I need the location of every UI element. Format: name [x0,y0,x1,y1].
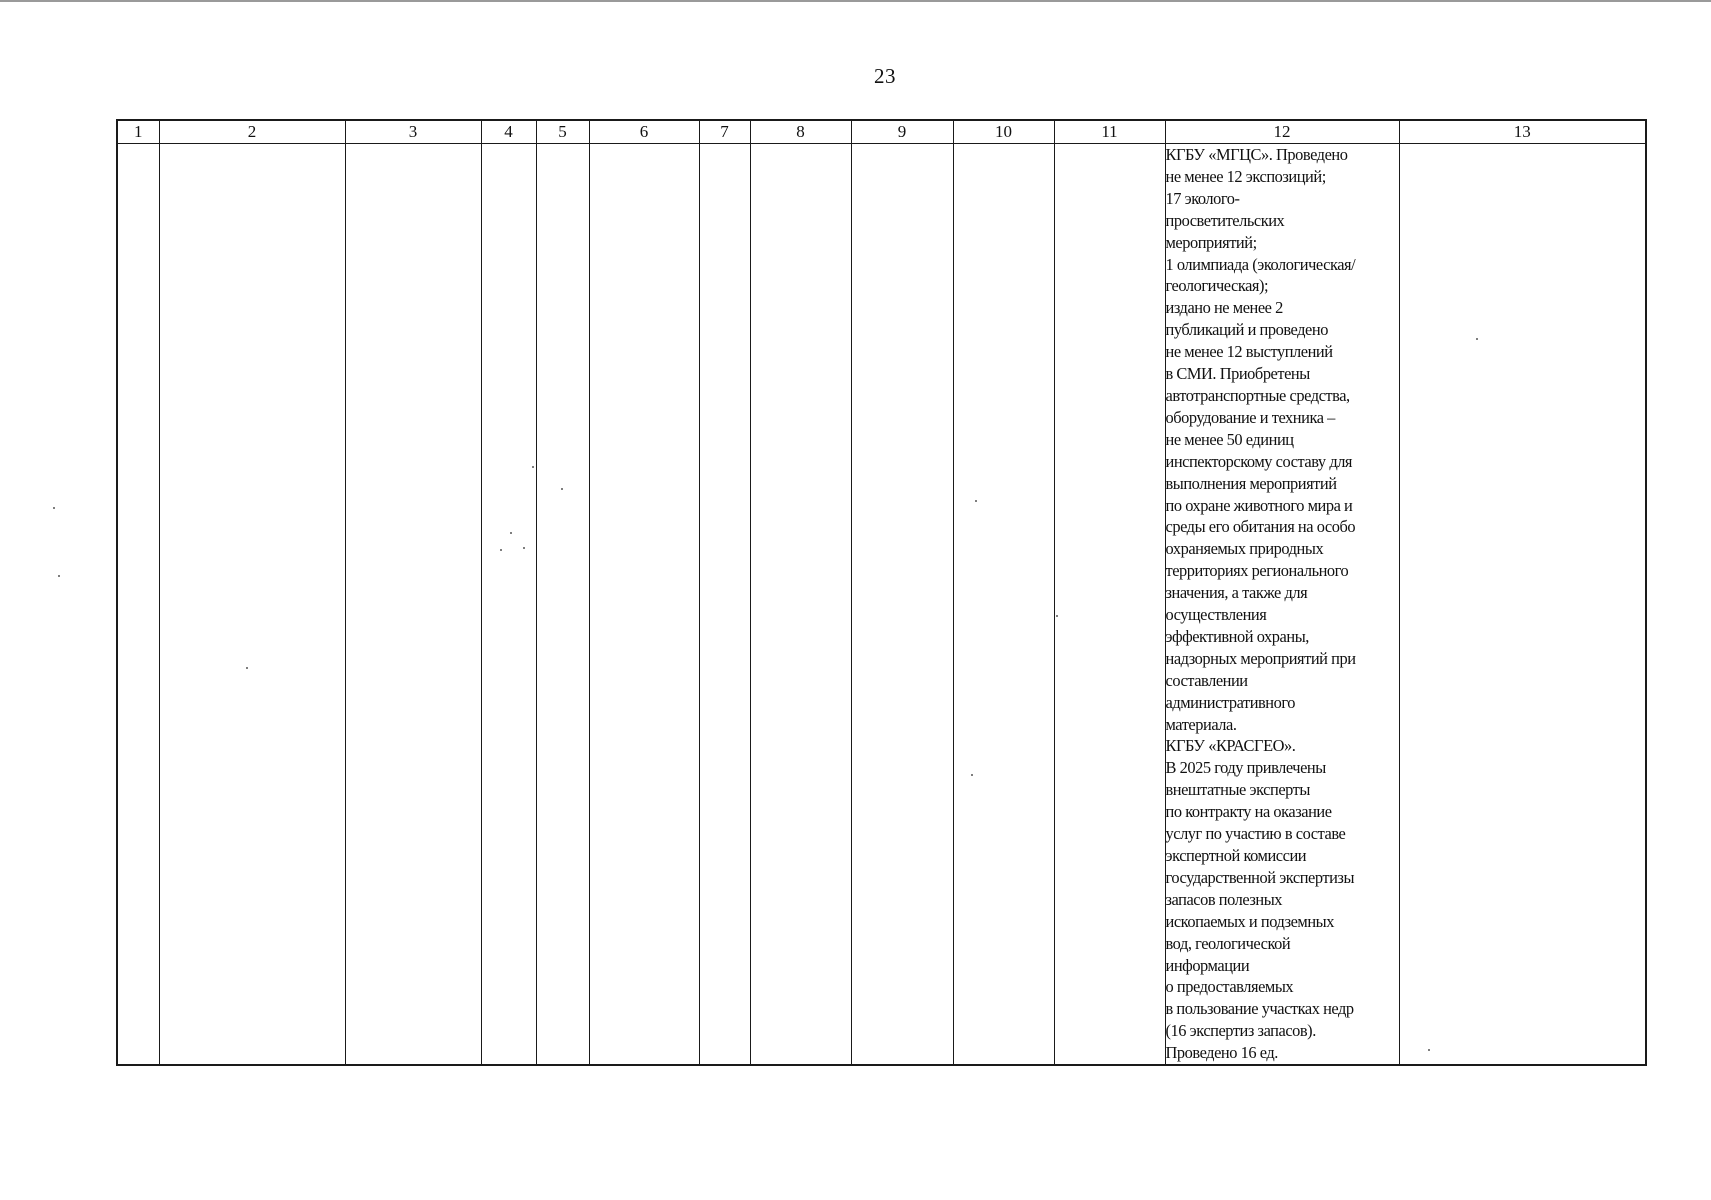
text-line: инспекторскому составу для [1165,451,1353,471]
text-line: в СМИ. Приобретены [1165,364,1310,384]
text-line: автотранспортные средства, [1165,385,1350,405]
text-line: издано не менее 2 [1165,298,1283,318]
text-line: по охране животного мира и [1165,495,1353,515]
text-line: вод, геологической [1165,933,1291,953]
column-header-4: 4 [481,120,536,144]
column-header-7: 7 [699,120,750,144]
text-line: информации [1165,955,1250,975]
text-line: надзорных мероприятий при [1165,648,1356,668]
scan-speck [971,774,973,776]
column-header-12: 12 [1165,120,1399,144]
text-line: Проведено 16 ед. [1165,1043,1278,1063]
text-line: мероприятий; [1165,232,1257,252]
text-line: государственной экспертизы [1165,867,1355,887]
cell-col-2 [159,144,345,1066]
text-line: (16 экспертиз запасов). [1165,1021,1316,1041]
text-line: услуг по участию в составе [1165,824,1346,844]
page-number: 23 [874,64,896,88]
text-line: 1 олимпиада (экологическая/ [1165,254,1356,274]
text-line: в пользование участках недр [1165,999,1354,1019]
text-line: административного [1165,692,1295,712]
scan-top-edge [0,0,1711,2]
text-line: не менее 12 экспозиций; [1165,166,1326,186]
column-header-9: 9 [851,120,953,144]
scan-speck [246,667,248,669]
cell-col-13 [1399,144,1646,1066]
text-line: запасов полезных [1165,889,1283,909]
column-header-8: 8 [750,120,851,144]
text-line: осуществления [1165,605,1267,625]
text-line: охраняемых природных [1165,539,1324,559]
text-line: ископаемых и подземных [1165,911,1334,931]
scan-speck [523,547,525,549]
text-line: среды его обитания на особо [1165,517,1356,537]
text-line: значения, а также для [1165,583,1308,603]
text-line: В 2025 году привлечены [1165,758,1326,778]
column-header-5: 5 [536,120,589,144]
text-line: не менее 50 единиц [1165,429,1294,449]
column-header-3: 3 [345,120,481,144]
text-line: о предоставляемых [1165,977,1294,997]
scan-speck [1056,615,1058,617]
column-number-row [117,120,1646,144]
text-line: публикаций и проведено [1165,320,1328,340]
table-row [117,144,1646,1066]
column-header-13: 13 [1399,120,1646,144]
text-line: территориях регионального [1165,561,1349,581]
scan-speck [510,532,512,534]
text-line: КГБУ «КРАСГЕО». [1165,736,1296,756]
cell-col-3 [345,144,481,1066]
scan-speck [58,575,60,577]
text-line: экспертной комиссии [1165,846,1307,865]
scan-speck [1428,1049,1430,1051]
text-line: КГБУ «МГЦС». Проведено [1165,145,1348,164]
cell-col-10 [953,144,1054,1066]
text-line: материала. [1165,714,1237,734]
cell-col-5 [536,144,589,1066]
scan-speck [561,488,563,490]
cell-col-1 [117,144,159,1066]
scan-speck [975,500,977,502]
cell-col-4 [481,144,536,1066]
scan-speck [532,466,534,468]
text-line: просветительских [1165,210,1285,230]
text-line: выполнения мероприятий [1165,473,1337,493]
cell-col-8 [750,144,851,1066]
text-line: внештатные эксперты [1165,780,1310,800]
text-line: 17 эколого- [1165,188,1240,208]
cell-col-6 [589,144,699,1066]
text-line: геологическая); [1165,276,1269,296]
cell-col-12-results-text [1165,144,1399,1066]
column-header-1: 1 [117,120,159,144]
cell-col-9 [851,144,953,1066]
cell-col-11 [1054,144,1165,1066]
text-line: не менее 12 выступлений [1165,342,1333,362]
report-table [116,119,1647,1066]
scan-speck [1476,338,1478,340]
column-header-11: 11 [1054,120,1165,144]
text-line: составлении [1165,670,1248,690]
scan-speck [53,507,55,509]
column-header-2: 2 [159,120,345,144]
cell-col-7 [699,144,750,1066]
text-line: эффективной охраны, [1165,626,1309,646]
column-header-6: 6 [589,120,699,144]
column-header-10: 10 [953,120,1054,144]
text-line: по контракту на оказание [1165,802,1332,822]
scan-speck [500,549,502,551]
text-line: оборудование и техника – [1165,407,1335,427]
